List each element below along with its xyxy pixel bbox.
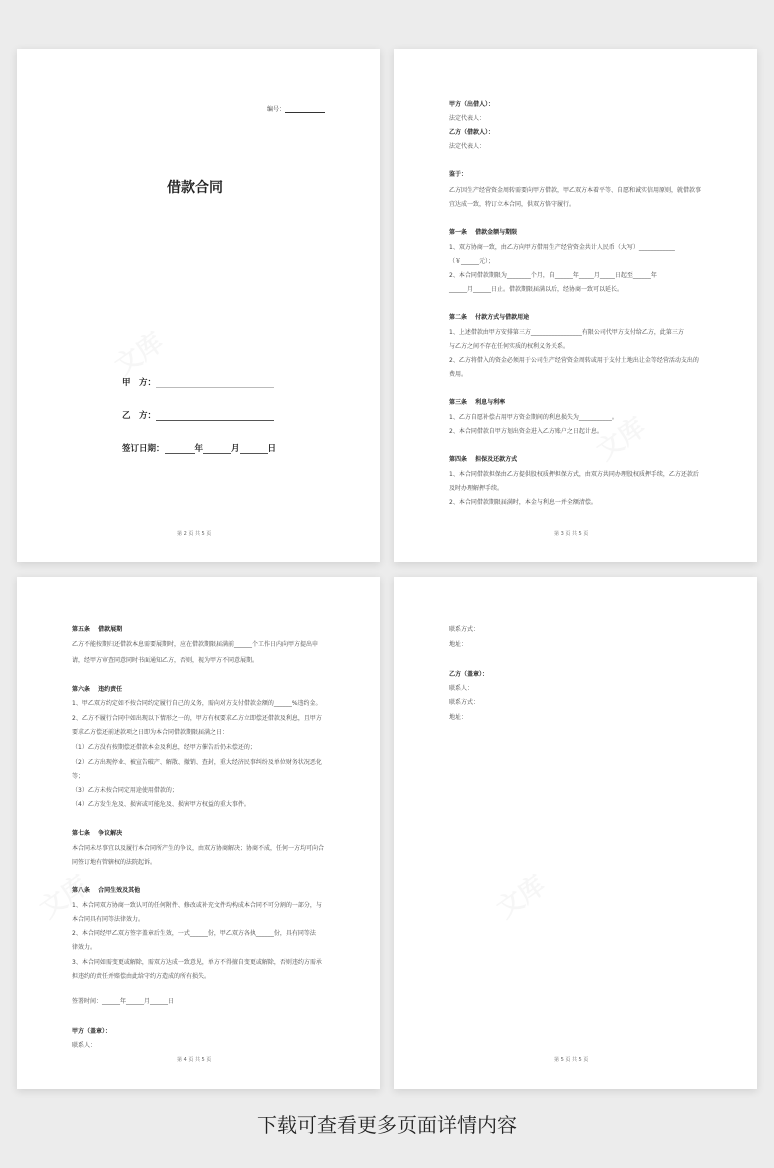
download-caption: 下载可查看更多页面详情内容 — [257, 1113, 517, 1137]
section-heading: 第一条 借款金额与期限 — [449, 229, 518, 236]
section-heading: 鉴于： — [449, 171, 468, 178]
text-line: 1、本合同双方协商一致认可的任何附件、修改或补充文件均构成本合同不可分割的一部分，与 — [72, 902, 322, 909]
section-heading: 第二条 付款方式与借款用途 — [449, 314, 530, 321]
page-footer: 第 2 页 共 5 页 — [177, 531, 212, 537]
text-line: 乙方因生产经营资金周转需要向甲方借款，甲乙双方本着平等、自愿和诚实信用原则，就借款事 — [449, 187, 702, 194]
section-heading: 乙方（借款人）： — [449, 129, 495, 136]
contract-number-field — [267, 104, 325, 113]
section-heading: 第六条 违约责任 — [72, 686, 123, 693]
text-line: 同签订地有管辖权的法院起诉。 — [72, 859, 157, 866]
sign-date-field — [122, 442, 276, 454]
text-line: 联系方式： — [449, 699, 480, 706]
document-page-3 — [394, 49, 757, 562]
party-b-field — [122, 409, 274, 421]
section-heading: 乙方（盖章）： — [449, 671, 489, 678]
text-line: 地址： — [449, 714, 468, 721]
text-line: （3）乙方未按合同定用途使用借款的； — [72, 787, 178, 794]
section-heading: 第四条 担保及还款方式 — [449, 456, 518, 463]
contract-title: 借款合同 — [167, 180, 223, 196]
text-line: 1、本合同借款担保由乙方提供股权质押担保方式，由双方共同办理股权质押手续，乙方还款后 — [449, 471, 699, 478]
text-line: 签署时间：______年______月______日 — [72, 998, 175, 1005]
text-line: 1、上述借款由甲方安排第三方_________________有限公司代甲方支付给乙方，此第三方 — [449, 329, 684, 336]
section-heading: 甲方（出借人）： — [449, 101, 495, 108]
party-b-blank — [156, 412, 274, 421]
text-line: 2、本合同借款自甲方划出资金进入乙方账户之日起计息。 — [449, 428, 603, 435]
text-line: 1、甲乙双方约定如不按合同约定履行自己的义务，需向对方支付借款金额的______%违约金。 — [72, 700, 322, 707]
document-page-cover — [17, 49, 380, 562]
text-line: 2、本合同借款期限届满时，本金与利息一并全额清偿。 — [449, 499, 597, 506]
text-line: 法定代表人： — [449, 143, 486, 150]
text-line: 2、乙方不履行合同中如出现以下情形之一的，甲方有权要求乙方立即偿还借款及利息，且甲方 — [72, 715, 322, 722]
text-line: 请，经甲方审查同意同时书面通知乙方，否则，视为甲方不同意展期。 — [72, 657, 259, 664]
text-line: 乙方不能按期归还借款本息需要展期时，应在借款期限届满前______个工作日内向甲方提出申 — [72, 641, 319, 648]
text-line: 等； — [72, 773, 85, 780]
text-line: 2、本合同经甲乙双方签字盖章后生效，一式______份，甲乙双方各执______份，具有同等法 — [72, 930, 316, 937]
date-day-label: 日 — [267, 444, 277, 454]
text-line: 联系人： — [72, 1042, 97, 1049]
contract-number-blank — [285, 106, 325, 113]
section-heading: 甲方（盖章）： — [72, 1028, 112, 1035]
text-line: 地址： — [449, 641, 468, 648]
text-line: 3、本合同如需变更或解除，需双方达成一致意见，单方不得擅自变更或解除，否则违约方需承 — [72, 959, 322, 966]
page-footer: 第 4 页 共 5 页 — [177, 1057, 212, 1063]
section-heading: 第八条 合同生效及其他 — [72, 887, 141, 894]
document-page-5 — [394, 577, 757, 1089]
party-a-field — [122, 376, 274, 388]
section-heading: 第三条 利息与利率 — [449, 399, 506, 406]
text-line: 联系方式： — [449, 626, 480, 633]
text-line: （2）乙方出现停业、被宣告破产、解散、撤销、查封，重大经济民事纠纷及单位财务状况恶化 — [72, 759, 322, 766]
contract-number-label: 编号： — [267, 106, 286, 113]
sign-date-label: 签订日期： — [122, 444, 165, 454]
party-a-label: 甲 方： — [122, 378, 157, 388]
date-year-label: 年 — [194, 444, 204, 454]
text-line: 费用。 — [449, 371, 468, 378]
text-line: 本合同具有同等法律效力。 — [72, 916, 145, 923]
text-line: 及时办理解押手续。 — [449, 485, 504, 492]
section-heading: 第五条 借款展期 — [72, 626, 123, 633]
text-line: 1、乙方自愿补偿占用甲方资金期间的利息损失为___________。 — [449, 414, 618, 421]
text-line: ______月______日止。借款期限届满以后，经协商一致可以延长。 — [449, 286, 624, 293]
party-a-blank — [156, 379, 274, 388]
watermark — [488, 865, 552, 925]
text-line: 2、本合同借款期限为________个月，自______年_____月_____日起至______年 — [449, 272, 657, 279]
text-line: 联系人： — [449, 685, 474, 692]
text-line: 1、双方协商一致，由乙方向甲方借用生产经营资金共计人民币（大写）____________ — [449, 244, 675, 251]
section-heading: 第七条 争议解决 — [72, 830, 123, 837]
text-line: 与乙方之间不存在任何实质的权利义务关系。 — [449, 343, 570, 350]
text-line: 2、乙方将借入的资金必须用于公司生产经营资金周转或用于支付土地出让金等经营活动支出的 — [449, 357, 699, 364]
text-line: 律效力。 — [72, 944, 97, 951]
watermark — [106, 322, 170, 382]
text-line: 担违约的责任并赔偿由此给守约方造成的所有损失。 — [72, 973, 211, 980]
page-footer: 第 3 页 共 5 页 — [554, 531, 589, 537]
page-footer: 第 5 页 共 5 页 — [554, 1057, 589, 1063]
text-line: 本合同未尽事宜以及履行本合同所产生的争议，由双方协商解决；协商不成，任何一方均可向合 — [72, 845, 325, 852]
text-line: 法定代表人： — [449, 115, 486, 122]
date-month-label: 月 — [231, 444, 240, 454]
party-b-label: 乙 方： — [122, 411, 157, 421]
document-page-4 — [17, 577, 380, 1089]
text-line: （1）乙方没有按期偿还借款本金及利息，经甲方催告后仍未偿还的； — [72, 744, 256, 751]
text-line: （4）乙方发生危及、损害或可能危及、损害甲方权益的重大事件。 — [72, 801, 250, 808]
text-line: 要求乙方偿还前述款项之日即为本合同借款期限届满之日： — [72, 729, 229, 736]
text-line: （￥______元）； — [449, 258, 495, 265]
text-line: 宜达成一致，特订立本合同，供双方恪守履行。 — [449, 201, 576, 208]
